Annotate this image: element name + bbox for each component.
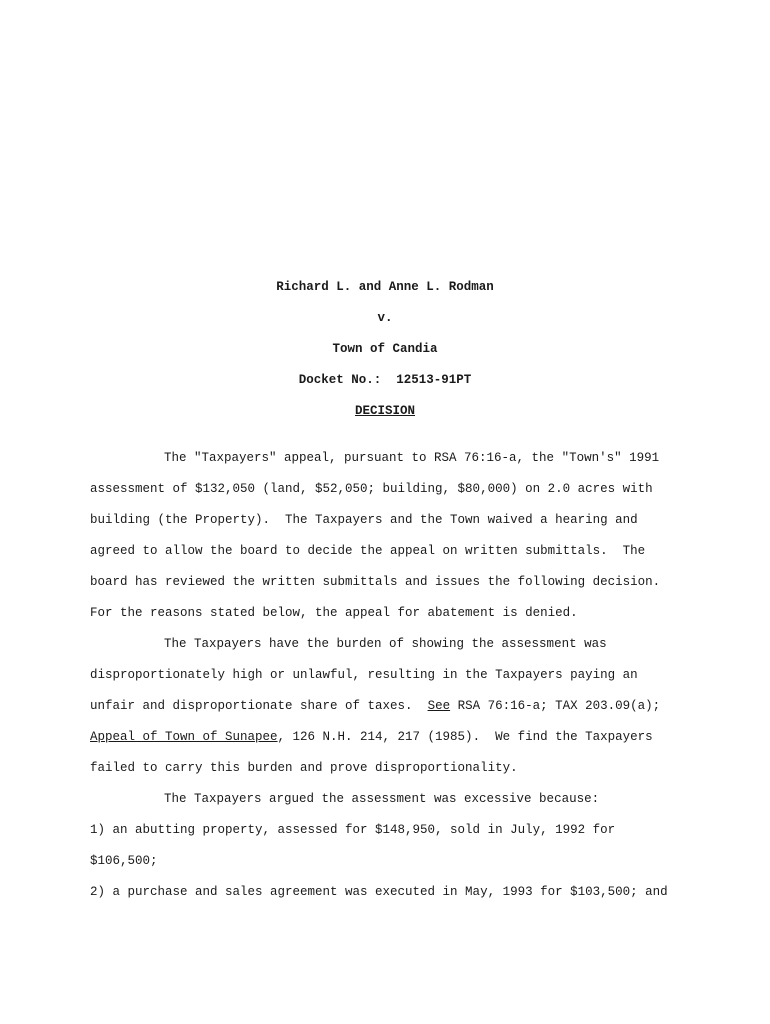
decision-heading: DECISION	[354, 404, 415, 418]
list-item: 1) an abutting property, assessed for $148,950, sold in July, 1992 for	[90, 823, 616, 837]
paragraph-line: disproportionately high or unlawful, resulting in the Taxpayers paying an	[90, 668, 638, 682]
paragraph-line	[90, 698, 660, 714]
paragraph-line: board has reviewed the written submittals and issues the following decision.	[90, 575, 661, 589]
paragraph-text: , 126 N.H. 214, 217 (1985). We find the Taxpayers	[277, 730, 653, 744]
caption-versus: v.	[377, 311, 393, 325]
paragraph-line: building (the Property). The Taxpayers and the Town waived a hearing and	[90, 513, 638, 527]
case-citation: Appeal of Town of Sunapee	[90, 730, 278, 744]
paragraph-text: RSA 76:16-a; TAX 203.09(a);	[450, 699, 661, 713]
paragraph-line: The Taxpayers have the burden of showing the assessment was	[164, 637, 607, 651]
paragraph-line: failed to carry this burden and prove disproportionality.	[90, 761, 518, 775]
caption-parties-2: Town of Candia	[332, 342, 438, 356]
caption-docket: Docket No.: 12513-91PT	[298, 373, 472, 387]
paragraph-line	[90, 729, 653, 745]
paragraph-line: agreed to allow the board to decide the appeal on written submittals. The	[90, 544, 646, 558]
paragraph-line: assessment of $132,050 (land, $52,050; building, $80,000) on 2.0 acres with	[90, 482, 653, 496]
paragraph-line: For the reasons stated below, the appeal for abatement is denied.	[90, 606, 578, 620]
citation-signal-see: See	[427, 699, 451, 713]
paragraph-line: The Taxpayers argued the assessment was excessive because:	[164, 792, 600, 806]
caption-parties-1: Richard L. and Anne L. Rodman	[276, 280, 494, 294]
list-item: 2) a purchase and sales agreement was executed in May, 1993 for $103,500; and	[90, 885, 668, 899]
list-item-continuation: $106,500;	[90, 854, 158, 868]
paragraph-line: The "Taxpayers" appeal, pursuant to RSA 76:16-a, the "Town's" 1991	[164, 451, 660, 465]
paragraph-text: unfair and disproportionate share of taxes.	[90, 699, 428, 713]
